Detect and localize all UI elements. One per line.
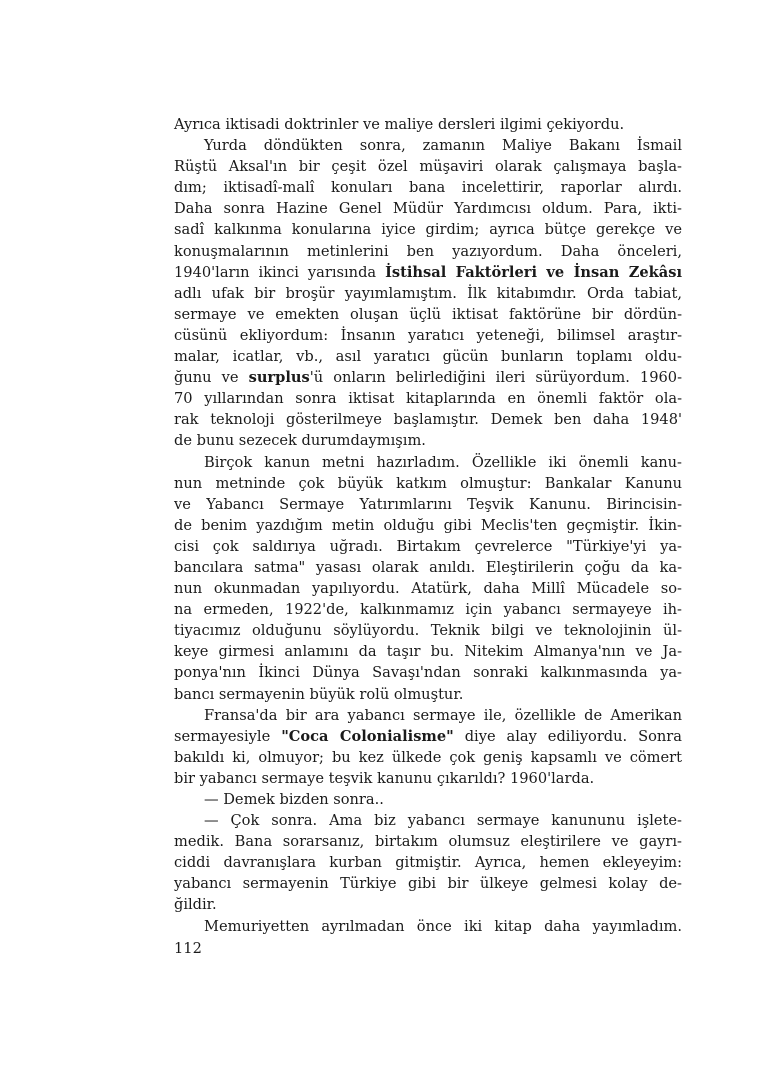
page-number: 112 [174,940,202,957]
text-line: na ermeden, 1922'de, kalkınmamız için yabancı sermayeye ih- [174,601,682,619]
text-line: cüsünü ekliyordum: İnsanın yaratıcı yeteneği, bilimsel araştır- [174,326,682,344]
bold-text-span: "Coca Colonialisme" [281,727,454,745]
text-line: dım; iktisadî-malî konuları bana incelettirir, raporlar alırdı. [174,179,682,197]
text-line: bancılara satma" yasası olarak anıldı. Eleştirilerin çoğu da ka- [174,558,682,576]
text-line: Ayrıca iktisadi doktrinler ve maliye dersleri ilgimi çekiyordu. [174,116,625,133]
text-line: Yurda döndükten sonra, zamanın Maliye Bakanı İsmail [204,137,682,155]
text-line: 70 yıllarından sonra iktisat kitaplarında en önemli faktör ola- [174,390,682,408]
text-line: de benim yazdığım metin olduğu gibi Meclis'ten geçmiştir. İkin- [174,516,682,534]
text-line: malar, icatlar, vb., asıl yaratıcı gücün bunların toplamı oldu- [174,348,682,366]
text-line: Birçok kanun metni hazırladım. Özellikle iki önemli kanu- [204,453,682,471]
text-line: Fransa'da bir ara yabancı sermaye ile, özellikle de Amerikan [204,706,682,724]
text-line: bancı sermayenin büyük rolü olmuştur. [174,685,464,703]
text-line: ğildir. [174,896,217,914]
text-line: ciddi davranışlara kurban gitmiştir. Ayrıca, hemen ekleyeyim: [174,854,682,872]
bold-text-span: İstihsal Faktörleri ve İnsan Zekâsı [385,263,682,281]
text-span: ğunu ve [174,369,249,387]
text-line: tiyacımız olduğunu söylüyordu. Teknik bilgi ve teknolojinin ül- [174,622,682,640]
text-line: bakıldı ki, olmuyor; bu kez ülkede çok geniş kapsamlı ve cömert [174,748,682,766]
text-line: yabancı sermayenin Türkiye gibi bir ülkeye gelmesi kolay de- [174,875,682,893]
text-span: sermayesiyle [174,727,282,745]
text-span: diye alay ediliyordu. Sonra [453,727,682,745]
text-line: medik. Bana sorarsanız, birtakım olumsuz eleştirilere ve gayrı- [174,833,682,851]
body-text [174,114,682,937]
text-span: 1940'ların ikinci yarısında [174,263,386,281]
text-line: — Demek bizden sonra.. [204,791,384,808]
text-line: Rüştü Aksal'ın bir çeşit özel müşaviri olarak çalışmaya başla- [174,158,682,176]
text-line: nun okunmadan yapılıyordu. Atatürk, daha Millî Mücadele so- [174,580,682,598]
text-line: — Çok sonra. Ama biz yabancı sermaye kanununu işlete- [204,812,682,830]
text-line: de bunu sezecek durumdaymışım. [174,432,426,450]
text-line: Memuriyetten ayrılmadan önce iki kitap daha yayımladım. [204,917,682,935]
text-line: bir yabancı sermaye teşvik kanunu çıkarıldı? 1960'larda. [174,769,595,787]
text-line: ponya'nın İkinci Dünya Savaşı'ndan sonraki kalkınmasında ya- [174,664,682,682]
text-line: Daha sonra Hazine Genel Müdür Yardımcısı oldum. Para, ikti- [174,200,682,218]
text-line: adlı ufak bir broşür yayımlamıştım. İlk kitabımdır. Orda tabiat, [174,284,682,302]
text-line: rak teknoloji gösterilmeye başlamıştır. Demek ben daha 1948' [174,411,682,429]
text-line [174,262,682,283]
text-line: konuşmalarının metinlerini ben yazıyordum. Daha önceleri, [174,242,682,260]
text-line [174,726,682,747]
text-line: keye girmesi anlamını da taşır bu. Nitekim Almanya'nın ve Ja- [174,643,682,661]
text-line: sermaye ve emekten oluşan üçlü iktisat faktörüne bir dördün- [174,305,682,323]
text-span: 'ü onların belirlediğini ileri sürüyordum. 1960- [309,369,683,387]
text-line: cisi çok saldırıya uğradı. Birtakım çevrelerce "Türkiye'yi ya- [174,537,682,555]
text-line [174,367,682,388]
text-line: sadî kalkınma konularına iyice girdim; ayrıca bütçe gerekçe ve [174,221,682,239]
text-line: ve Yabancı Sermaye Yatırımlarını Teşvik Kanunu. Birincisin- [174,495,682,513]
bold-text-span: surplus [248,369,310,387]
text-line: nun metninde çok büyük katkım olmuştur: Bankalar Kanunu [174,474,682,492]
